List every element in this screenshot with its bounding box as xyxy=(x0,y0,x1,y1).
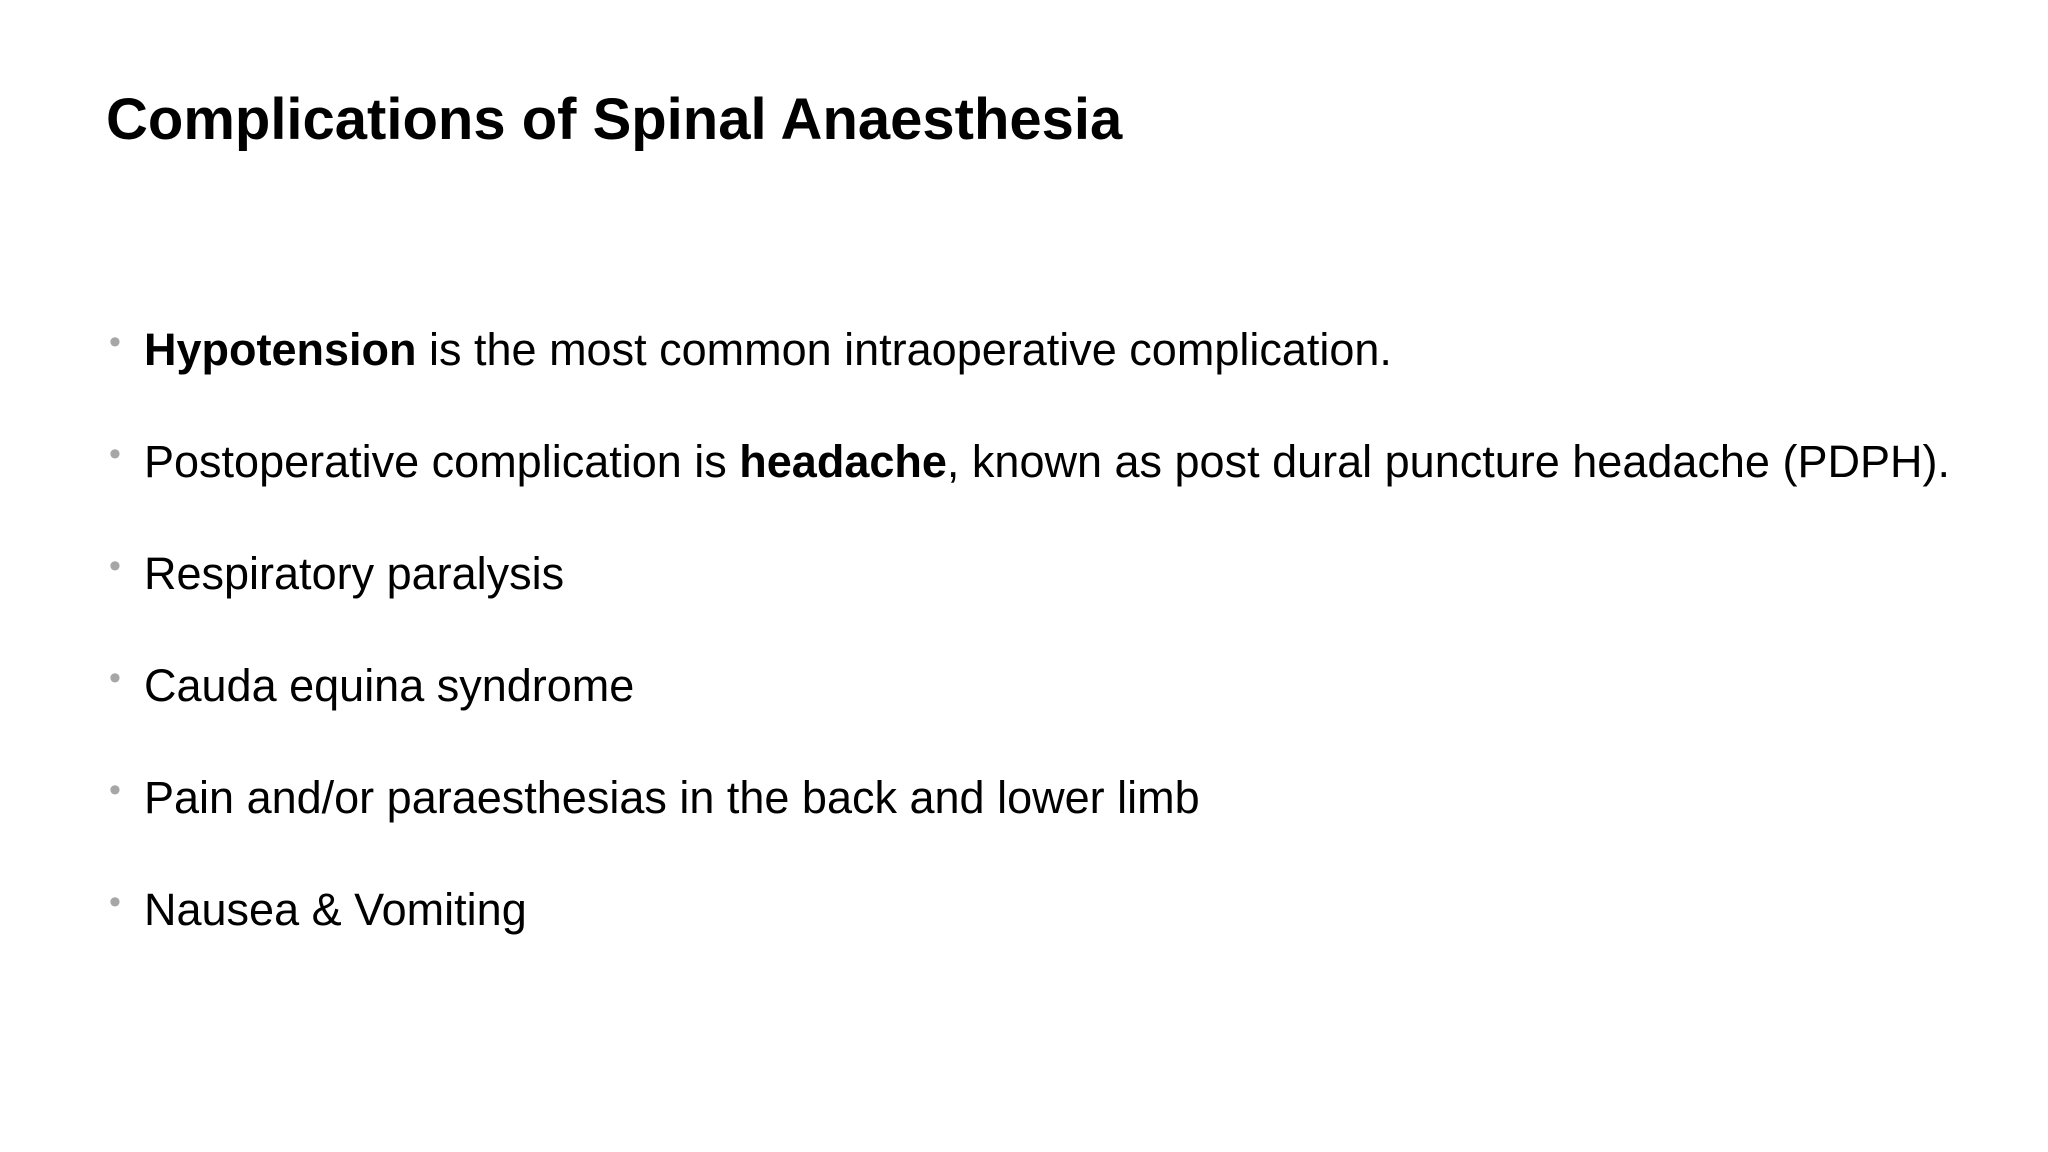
bullet-text xyxy=(144,300,2006,400)
bullet-dot-icon: • xyxy=(109,547,121,585)
bullet-item-cauda-equina xyxy=(106,636,2006,736)
bullet-text: Cauda equina syndrome xyxy=(144,660,635,711)
bullet-item-headache xyxy=(106,412,2006,512)
bullet-dot-icon: • xyxy=(109,323,121,361)
bullet-text: Pain and/or paraesthesias in the back and lower limb xyxy=(144,772,1200,823)
bullet-item-pain-paraesthesias xyxy=(106,748,2006,848)
bullet-bold-term: headache xyxy=(739,436,947,487)
bullet-dot-icon: • xyxy=(109,659,121,697)
bullet-text-after: is the most common intraoperative complication. xyxy=(416,324,1392,375)
bullet-item-hypotension xyxy=(106,300,2006,400)
bullet-item-respiratory-paralysis xyxy=(106,524,2006,624)
slide-title: Complications of Spinal Anaesthesia xyxy=(106,87,1123,152)
bullet-item-nausea-vomiting xyxy=(106,860,2006,960)
bullet-dot-icon: • xyxy=(109,435,121,473)
bullet-text-before: Postoperative complication is xyxy=(144,436,740,487)
bullet-text: Respiratory paralysis xyxy=(144,548,565,599)
bullet-dot-icon: • xyxy=(109,771,121,809)
bullet-text-after: , known as post dural puncture headache (PDPH). xyxy=(946,436,1950,487)
bullet-bold-term: Hypotension xyxy=(144,324,417,375)
bullet-dot-icon: • xyxy=(109,883,121,921)
bullet-text: Nausea & Vomiting xyxy=(144,884,527,935)
bullet-text xyxy=(144,412,2006,512)
bullet-list xyxy=(106,300,2006,972)
